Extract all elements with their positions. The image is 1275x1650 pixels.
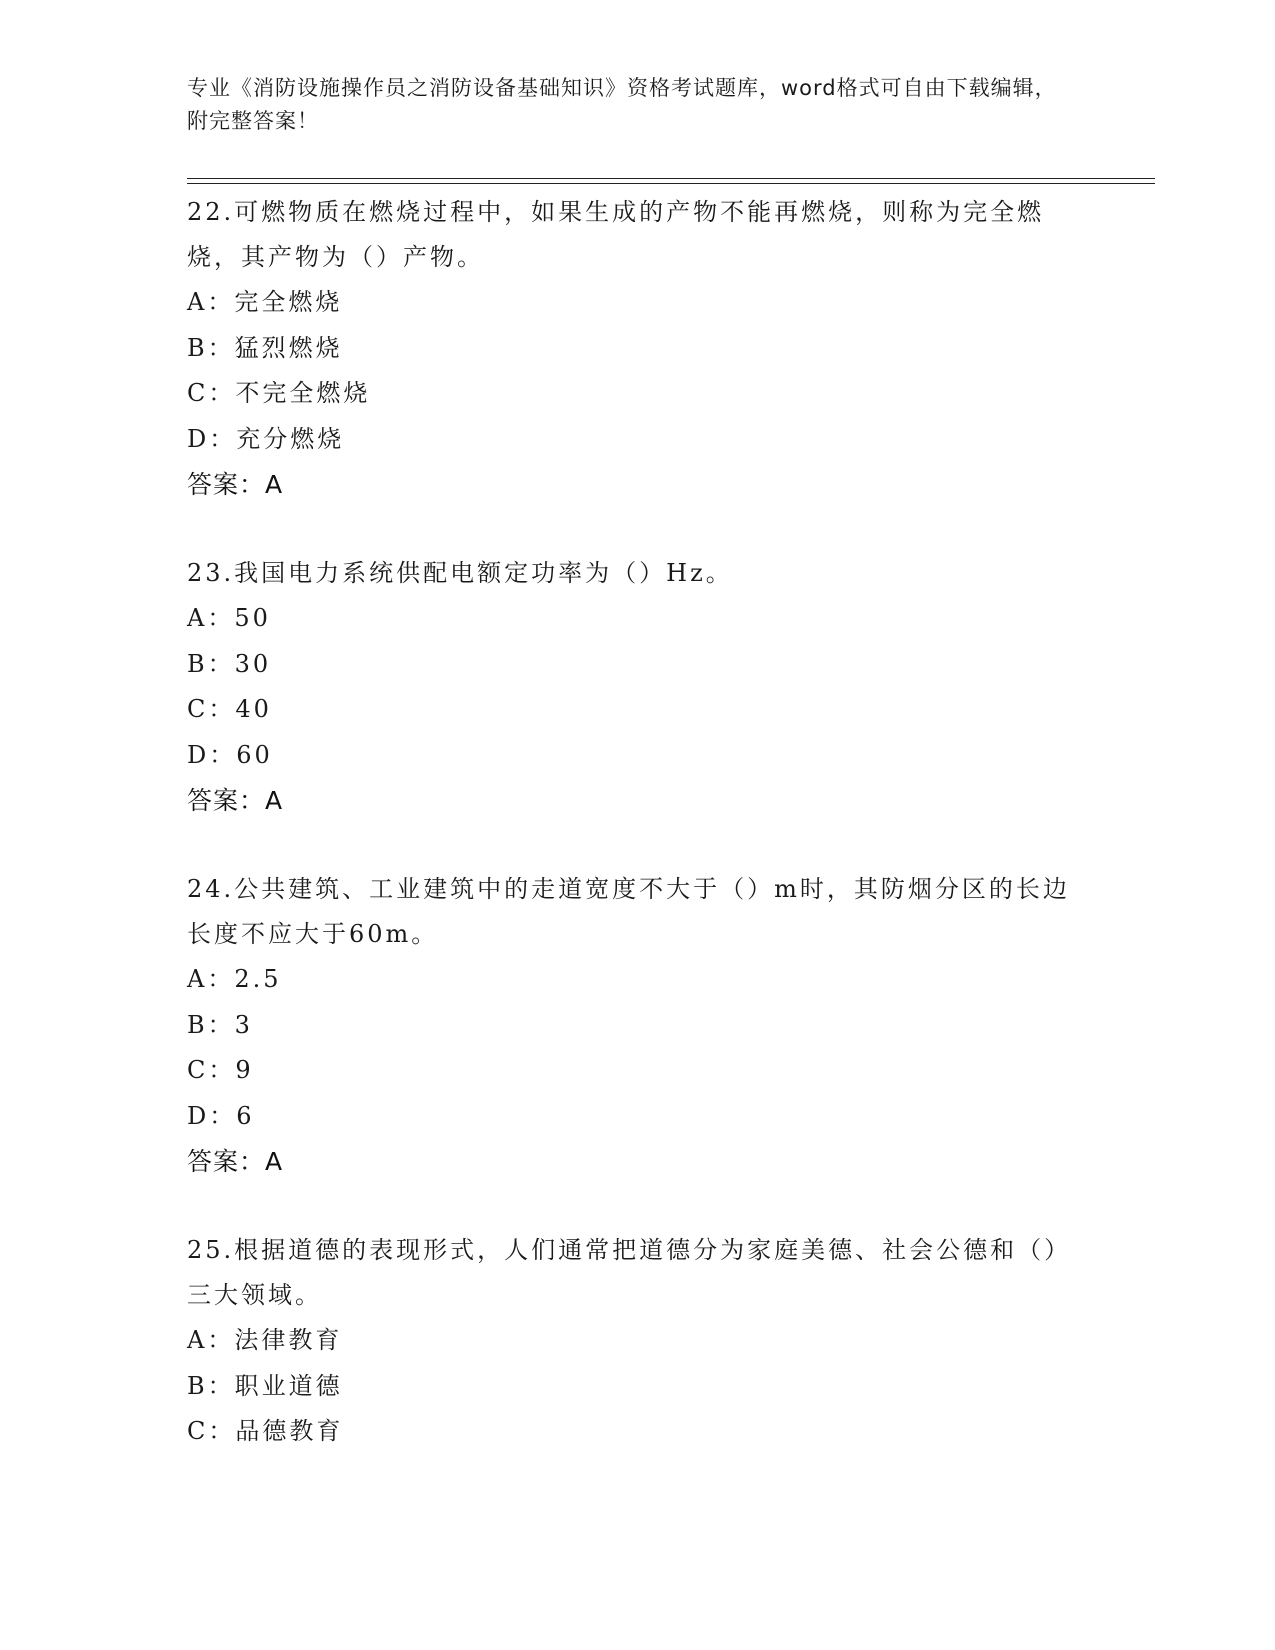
option-d: D：充分燃烧 (187, 424, 345, 453)
question-stem: 22.可燃物质在燃烧过程中，如果生成的产物不能再燃烧，则称为完全燃烧，其产物为（）产物。 (187, 198, 1045, 271)
question-22 (187, 190, 1087, 507)
answer: 答案：A (187, 1147, 284, 1176)
option-d: D：6 (187, 1101, 255, 1130)
header-divider-top (187, 178, 1155, 179)
option-list (187, 596, 1087, 778)
option-c: C：9 (187, 1056, 254, 1084)
option-c: C：40 (187, 695, 272, 723)
question-23 (187, 551, 1087, 823)
answer: 答案：A (187, 470, 284, 499)
option-a: A：50 (187, 604, 271, 632)
option-b: B：30 (187, 649, 272, 678)
question-stem: 24.公共建筑、工业建筑中的走道宽度不大于（）m时，其防烟分区的长边长度不应大于60m。 (187, 875, 1070, 948)
option-a: A：2.5 (187, 965, 282, 993)
option-list (187, 1318, 1087, 1455)
question-stem: 23.我国电力系统供配电额定功率为（）Hz。 (187, 559, 733, 587)
option-b: B：职业道德 (187, 1371, 343, 1400)
option-b: B：猛烈燃烧 (187, 333, 343, 362)
option-b: B：3 (187, 1010, 253, 1039)
question-25 (187, 1228, 1087, 1455)
document-header: 专业《消防设施操作员之消防设备基础知识》资格考试题库，word格式可自由下载编辑，附完整答案！ (187, 76, 1057, 133)
question-stem: 25.根据道德的表现形式，人们通常把道德分为家庭美德、社会公德和（）三大领域。 (187, 1236, 1072, 1309)
option-list (187, 280, 1087, 462)
option-a: A：完全燃烧 (187, 288, 343, 316)
question-24 (187, 867, 1087, 1184)
option-a: A：法律教育 (187, 1326, 343, 1354)
option-d: D：60 (187, 740, 273, 769)
header-divider-bottom (187, 183, 1155, 184)
option-c: C：品德教育 (187, 1417, 344, 1445)
option-list (187, 957, 1087, 1139)
question-list (187, 190, 1087, 1499)
answer: 答案：A (187, 786, 284, 815)
option-c: C：不完全燃烧 (187, 379, 371, 407)
